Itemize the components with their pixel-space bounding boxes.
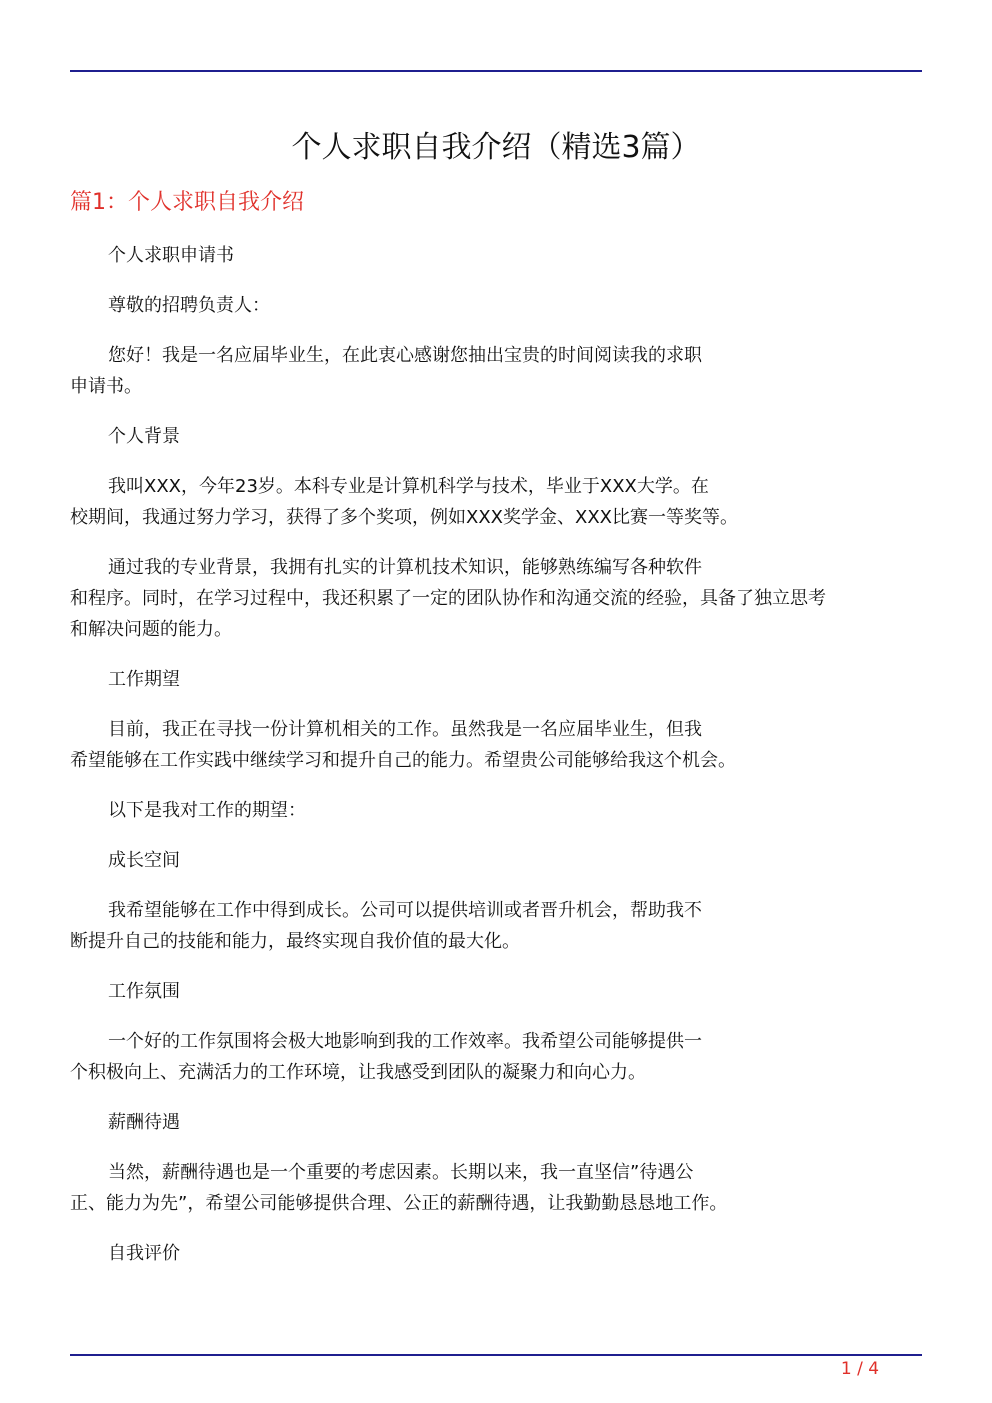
document-title: 个人求职自我介绍（精选3篇） [291, 130, 701, 165]
paragraph [70, 1107, 922, 1138]
paragraph-line: 希望能够在工作实践中继续学习和提升自己的能力。希望贵公司能够给我这个机会。 [70, 750, 736, 771]
paragraph [70, 976, 922, 1007]
footer-rule [70, 1354, 922, 1356]
header-rule [70, 70, 922, 72]
paragraph [70, 664, 922, 695]
paragraph-line: 工作期望 [108, 669, 180, 690]
paragraph [70, 895, 922, 957]
paragraph-line: 和解决问题的能力。 [70, 619, 232, 640]
paragraph [70, 714, 922, 776]
paragraph-line: 我希望能够在工作中得到成长。公司可以提供培训或者晋升机会，帮助我不 [108, 900, 702, 921]
paragraph-line: 目前，我正在寻找一份计算机相关的工作。虽然我是一名应届毕业生，但我 [108, 719, 702, 740]
paragraph-line: 以下是我对工作的期望： [108, 800, 306, 821]
paragraph-line: 工作氛围 [108, 981, 180, 1002]
paragraph [70, 795, 922, 826]
paragraph [70, 845, 922, 876]
section-heading: 篇1：个人求职自我介绍 [70, 190, 304, 215]
paragraph-line: 通过我的专业背景，我拥有扎实的计算机技术知识，能够熟练编写各种软件 [108, 557, 702, 578]
paragraph-line: 当然，薪酬待遇也是一个重要的考虑因素。长期以来，我一直坚信”待遇公 [108, 1162, 694, 1183]
paragraph [70, 290, 922, 321]
paragraph-line: 薪酬待遇 [108, 1112, 180, 1133]
paragraph-line: 尊敬的招聘负责人： [108, 295, 270, 316]
document-body [70, 240, 922, 1288]
paragraph-line: 您好！我是一名应届毕业生，在此衷心感谢您抽出宝贵的时间阅读我的求职 [108, 345, 702, 366]
paragraph [70, 552, 922, 645]
paragraph [70, 1157, 922, 1219]
paragraph-line: 成长空间 [108, 850, 180, 871]
paragraph [70, 340, 922, 402]
paragraph-line: 个积极向上、充满活力的工作环境，让我感受到团队的凝聚力和向心力。 [70, 1062, 646, 1083]
paragraph-line: 申请书。 [70, 376, 142, 397]
paragraph [70, 1026, 922, 1088]
paragraph [70, 471, 922, 533]
paragraph-line: 个人求职申请书 [108, 245, 234, 266]
paragraph-line: 我叫XXX，今年23岁。本科专业是计算机科学与技术，毕业于XXX大学。在 [108, 476, 709, 497]
paragraph [70, 1238, 922, 1269]
paragraph-line: 和程序。同时，在学习过程中，我还积累了一定的团队协作和沟通交流的经验，具备了独立思考 [70, 588, 826, 609]
paragraph [70, 421, 922, 452]
page-number: 1 / 4 [840, 1359, 880, 1379]
paragraph [70, 240, 922, 271]
paragraph-line: 校期间，我通过努力学习，获得了多个奖项，例如XXX奖学金、XXX比赛一等奖等。 [70, 507, 738, 528]
paragraph-line: 一个好的工作氛围将会极大地影响到我的工作效率。我希望公司能够提供一 [108, 1031, 702, 1052]
paragraph-line: 正、能力为先”，希望公司能够提供合理、公正的薪酬待遇，让我勤勤恳恳地工作。 [70, 1193, 728, 1214]
paragraph-line: 自我评价 [108, 1243, 180, 1264]
paragraph-line: 个人背景 [108, 426, 180, 447]
paragraph-line: 断提升自己的技能和能力，最终实现自我价值的最大化。 [70, 931, 520, 952]
